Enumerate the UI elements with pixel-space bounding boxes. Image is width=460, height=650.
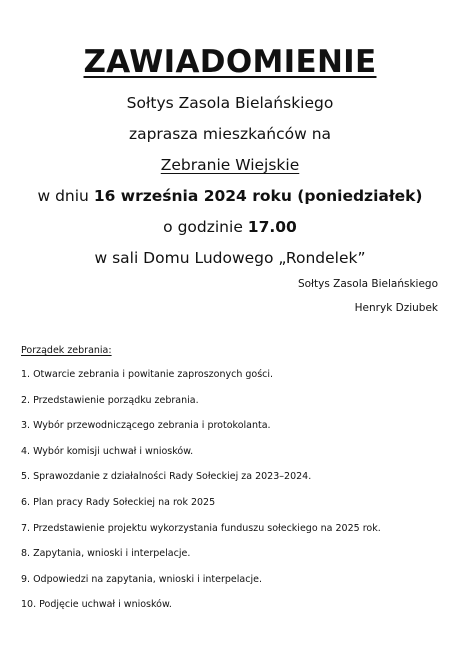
date-prefix: w dniu xyxy=(37,187,94,205)
agenda-item: 2. Przedstawienie porządku zebrania. xyxy=(21,394,199,406)
time-line xyxy=(0,216,460,238)
organizer-line: Sołtys Zasola Bielańskiego xyxy=(126,94,334,112)
meeting-time: 17.00 xyxy=(247,218,297,236)
agenda-item: 8. Zapytania, wnioski i interpelacje. xyxy=(21,548,191,560)
agenda-item: 1. Otwarcie zebrania i powitanie zaproszonych gości. xyxy=(21,369,274,380)
meeting-date: 16 września 2024 roku (poniedziałek) xyxy=(93,187,423,205)
date-line xyxy=(0,185,460,207)
agenda-item: 5. Sprawozdanie z działalności Rady Sołeckiej za 2023–2024. xyxy=(21,471,312,483)
agenda-item: 4. Wybór komisji uchwał i wniosków. xyxy=(21,445,194,457)
agenda-heading: Porządek zebrania: xyxy=(21,345,112,356)
invitation-line: zaprasza mieszkańców na xyxy=(128,125,332,143)
time-prefix: o godzinie xyxy=(163,218,248,236)
venue-line: w sali Domu Ludowego „Rondelek” xyxy=(94,249,366,267)
agenda-item: 3. Wybór przewodniczącego zebrania i protokolanta. xyxy=(21,420,271,432)
event-name-line xyxy=(0,154,460,176)
agenda-item: 9. Odpowiedzi na zapytania, wnioski i interpelacje. xyxy=(21,573,262,585)
signature-role: Sołtys Zasola Bielańskiego xyxy=(297,278,438,290)
agenda-item: 10. Podjęcie uchwał i wniosków. xyxy=(21,599,172,611)
agenda-item: 6. Plan pracy Rady Sołeckiej na rok 2025 xyxy=(21,496,216,508)
event-name: Zebranie Wiejskie xyxy=(160,156,300,174)
notice-title: ZAWIADOMIENIE xyxy=(83,44,377,80)
signature-name: Henryk Dziubek xyxy=(354,302,438,314)
agenda-item: 7. Przedstawienie projektu wykorzystania funduszu sołeckiego na 2025 rok. xyxy=(21,522,381,534)
agenda-list xyxy=(21,368,381,624)
